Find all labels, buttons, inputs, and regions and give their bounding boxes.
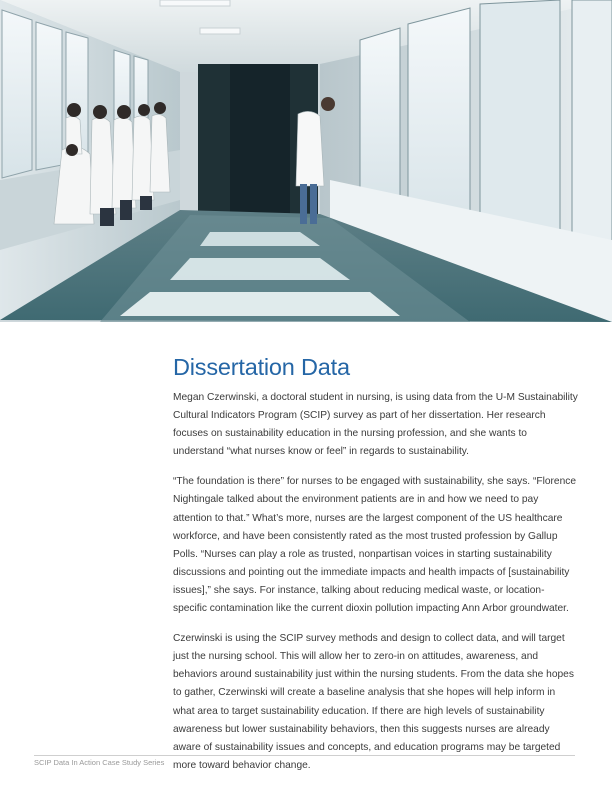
footer-divider (34, 755, 575, 756)
hero-photo (0, 0, 612, 322)
article-title: Dissertation Data (173, 354, 350, 380)
footer-series-label: SCIP Data In Action Case Study Series (34, 758, 165, 767)
article-paragraph-3: Czerwinski is using the SCIP survey methods and design to collect data, and will target just the nursing school. This will allow her to zero-in on attitudes, awareness, and behaviors around sustainability just within the nursing students. From the data she hopes to gather, Czerwinski will create a baseline analysis that she hopes will help inform in what area to target sustainability education. If there are high levels of sustainability awareness but lower sustainability behaviors, then this suggests nurses are already aware of sustainability issues and concepts, and education programs may be targeted more toward behavior change. (173, 633, 574, 771)
hospital-corridor-illustration (0, 0, 612, 322)
article-paragraph-2: “The foundation is there” for nurses to be engaged with sustainability, she says. “Florence Nightingale talked about the environment patients are in and how we need to pay attention to that.” What’s more, nurses are the largest component of the US healthcare workforce, and have been consistently rated as the most trusted profession by Gallup Polls. “Nurses can play a role as trusted, nonpartisan voices in starting sustainability discussions and pointing out the immediate impacts and health impacts of [sustainability issues],” she says. For instance, talking about reducing medical waste, or location-specific contamination like the current dioxin pollution impacting Ann Arbor groundwater. (173, 476, 576, 615)
article (173, 352, 578, 775)
article-paragraph-1: Megan Czerwinski, a doctoral student in nursing, is using data from the U-M Sustainability Cultural Indicators Program (SCIP) survey as part of her dissertation. Her research focuses on sustainability education in the nursing profession, and she wants to understand “what nurses know or feel” in regards to sustainability. (173, 392, 578, 458)
